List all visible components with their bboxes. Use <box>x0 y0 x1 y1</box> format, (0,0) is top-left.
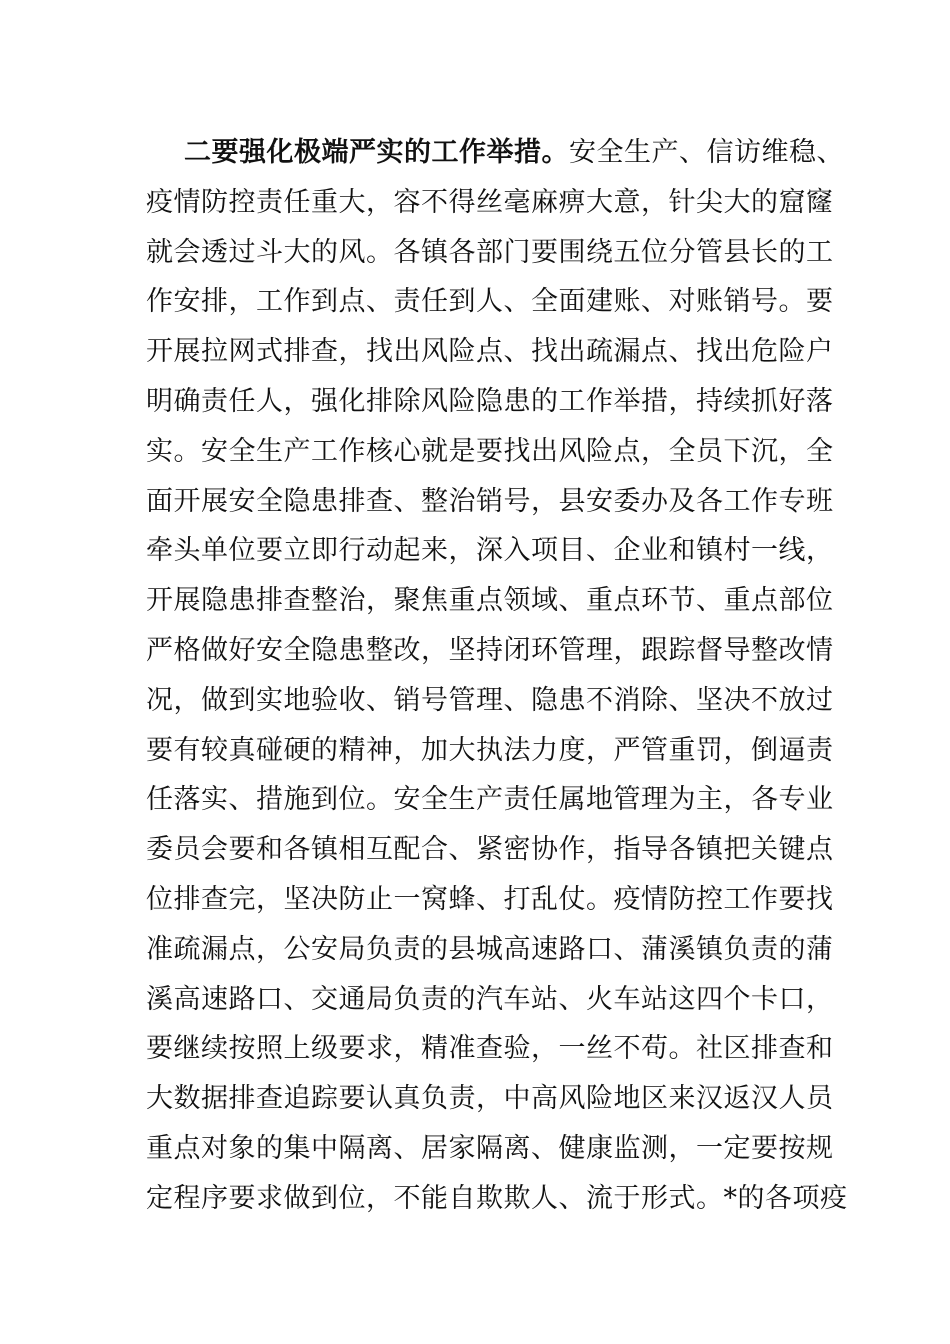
text-line-6: 明确责任人，强化排除风险隐患的工作举措，持续抓好落 <box>146 385 834 417</box>
text-line-18: 溪高速路口、交通局负责的汽车站、火车站这四个卡口， <box>146 983 834 1015</box>
text-line-19: 要继续按照上级要求，精准查验，一丝不苟。社区排查和 <box>146 1033 834 1065</box>
body-paragraph <box>146 128 848 1224</box>
text-line-5: 开展拉网式排查，找出风险点、找出疏漏点、找出危险户 <box>146 336 834 368</box>
text-line-22: 定程序要求做到位，不能自欺欺人、流于形式。*的各项疫 <box>146 1182 848 1214</box>
text-line-3: 就会透过斗大的风。各镇各部门要围绕五位分管县长的工 <box>146 236 834 268</box>
text-line-16: 位排查完，坚决防止一窝蜂、打乱仗。疫情防控工作要找 <box>146 883 834 915</box>
text-line-11: 严格做好安全隐患整改，坚持闭环管理，跟踪督导整改情 <box>146 634 834 666</box>
text-line-2: 疫情防控责任重大，容不得丝毫麻痹大意，针尖大的窟窿 <box>146 186 834 218</box>
text-line-7: 实。安全生产工作核心就是要找出风险点，全员下沉，全 <box>146 435 834 467</box>
text-line-14: 任落实、措施到位。安全生产责任属地管理为主，各专业 <box>146 784 834 816</box>
text-line-4: 作安排，工作到点、责任到人、全面建账、对账销号。要 <box>146 286 834 318</box>
text-line-13: 要有较真碰硬的精神，加大执法力度，严管重罚，倒逼责 <box>146 734 834 766</box>
paragraph-heading: 二要强化极端严实的工作举措。 <box>184 137 569 168</box>
text-line-12: 况，做到实地验收、销号管理、隐患不消除、坚决不放过 <box>146 684 834 716</box>
text-line-21: 重点对象的集中隔离、居家隔离、健康监测，一定要按规 <box>146 1132 834 1164</box>
text-line-1 <box>146 128 844 178</box>
text-line-20: 大数据排查追踪要认真负责，中高风险地区来汉返汉人员 <box>146 1083 834 1115</box>
text-line-17: 准疏漏点，公安局负责的县城高速路口、蒲溪镇负责的蒲 <box>146 933 834 965</box>
text-line-15: 委员会要和各镇相互配合、紧密协作，指导各镇把关键点 <box>146 834 834 866</box>
text-line-content: 安全生产、信访维稳、 <box>569 137 844 168</box>
text-line-10: 开展隐患排查整治，聚焦重点领域、重点环节、重点部位 <box>146 585 834 617</box>
text-line-9: 牵头单位要立即行动起来，深入项目、企业和镇村一线， <box>146 535 834 567</box>
text-line-8: 面开展安全隐患排查、整治销号，县安委办及各工作专班 <box>146 485 834 517</box>
